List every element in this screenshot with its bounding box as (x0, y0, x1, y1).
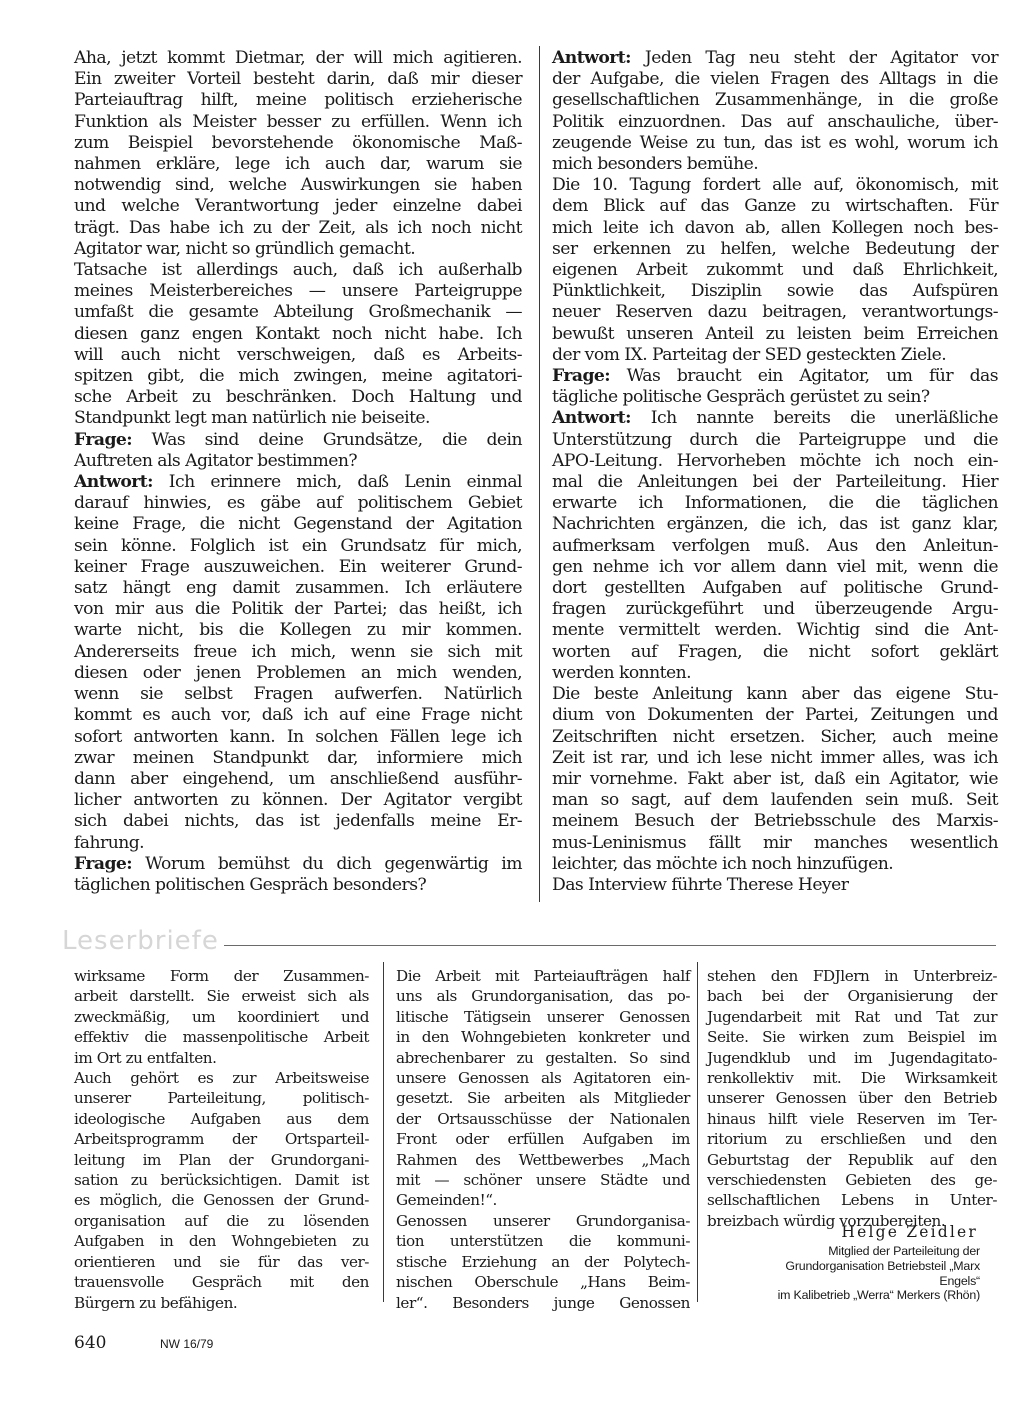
line-text: leichter, das möchte ich noch hinzufügen. (552, 853, 894, 874)
line-text: Genossen unserer Grundorganisa- (396, 1211, 690, 1230)
text-line (396, 1231, 690, 1251)
text-line (396, 1252, 690, 1272)
text-line (74, 493, 522, 514)
line-text: dort gestellten Aufgaben auf politische Grund- (552, 578, 998, 599)
text-line (707, 1109, 997, 1129)
text-line (74, 281, 522, 302)
text-line (74, 472, 522, 493)
line-text: renkollektiv mit. Die Wirksamkeit (707, 1069, 997, 1088)
line-text: Jeden Tag neu steht der Agitator vor (630, 48, 998, 68)
text-line (74, 1190, 369, 1210)
line-text: umfaßt die gesamte Abteilung Großmechanik — (74, 302, 522, 323)
text-line (74, 986, 369, 1006)
text-line (74, 366, 522, 387)
signature-role-line: im Kalibetrieb „Werra“ Merkers (Rhön) (777, 1288, 980, 1303)
line-text: notwendig sind, welche Auswirkungen sie haben (74, 175, 522, 196)
line-text: unserer Genossen über den Betrieb (707, 1089, 997, 1108)
text-line (74, 302, 522, 323)
text-line (396, 986, 690, 1006)
text-line (707, 1068, 997, 1088)
text-line (74, 1252, 369, 1272)
letter-column-right (707, 966, 997, 1231)
line-text: der Ortsausschüsse der Nationalen (396, 1109, 690, 1128)
text-line (74, 1150, 369, 1170)
text-line (74, 663, 522, 684)
text-line (74, 578, 522, 599)
line-text: warte nicht, bis die Kollegen zu mir kommen. (74, 620, 522, 641)
line-text: verschiedensten Gebieten des ge- (707, 1171, 997, 1190)
speaker-label: Antwort: (552, 48, 631, 68)
text-line (74, 260, 522, 281)
line-text: orientieren und sie für das ver- (74, 1252, 369, 1271)
text-line (552, 430, 998, 451)
line-text: wenn sie selbst Fragen aufwerfen. Natürlich (74, 684, 522, 705)
line-text: trägt. Das habe ich zu der Zeit, als ich noch nicht (74, 217, 522, 238)
text-line (74, 684, 522, 705)
text-line (707, 1027, 997, 1047)
line-text: Auch gehört es zur Arbeitsweise (74, 1069, 369, 1088)
line-text: und welche Verantwortung jeder einzelne dabei (74, 196, 522, 217)
text-line (74, 875, 522, 896)
signature-role-line: Mitglied der Parteileitung der (828, 1244, 980, 1258)
text-line (74, 69, 522, 90)
signature-role-line: Grundorganisation Betriebsteil „Marx (785, 1258, 980, 1273)
line-text: man so sagt, auf dem laufenden sein muß. Seit (552, 790, 998, 811)
text-line (552, 133, 998, 154)
line-text: Unterstützung durch die Parteigruppe und die (552, 429, 998, 450)
line-text: neuer Reserven dazu beitragen, verantwortungs- (552, 302, 998, 323)
text-line (74, 1170, 369, 1190)
line-text: mich leite ich davon ab, allen Kollegen noch bes- (552, 217, 998, 238)
text-line (74, 133, 522, 154)
speaker-label: Frage: (74, 853, 133, 874)
line-text: Standpunkt legt man natürlich nie beiseite. (74, 408, 430, 429)
text-line (552, 705, 998, 726)
text-line (396, 1088, 690, 1108)
line-text: meines Meisterbereiches — unsere Parteigruppe (74, 281, 522, 302)
text-line (74, 642, 522, 663)
text-line (74, 1109, 369, 1129)
text-line (552, 366, 998, 387)
line-text: sche Arbeit zu beschränken. Doch Haltung und (74, 387, 522, 408)
text-line (552, 536, 998, 557)
line-text: satz hängt eng damit zusammen. Ich erläutere (74, 578, 522, 599)
text-line (552, 345, 998, 366)
line-text: APO-Leitung. Hervorheben möchte ich noch ein- (552, 450, 998, 471)
line-text: worten auf Fragen, die nicht sofort geklärt (552, 641, 998, 662)
text-line (552, 748, 998, 769)
text-line (552, 663, 998, 684)
line-text: zweckmäßig, um koordiniert und (74, 1007, 369, 1026)
text-line (74, 1048, 369, 1068)
line-text: diesen ganz engen Kontakt noch nicht habe. Ich (74, 323, 522, 344)
line-text: will auch nicht verschweigen, daß es Arbeits- (74, 344, 522, 365)
text-line (552, 302, 998, 323)
line-text: Aha, jetzt kommt Dietmar, der will mich agitieren. (74, 48, 522, 68)
text-line (396, 1068, 690, 1088)
text-line (74, 324, 522, 345)
text-line (552, 472, 998, 493)
text-line (74, 196, 522, 217)
column-divider-lower-2 (697, 962, 698, 1302)
letter-column-left (74, 966, 369, 1313)
text-line (74, 1211, 369, 1231)
line-text: litische Tätigsein unserer Genossen (396, 1007, 690, 1026)
line-text: zeugende Weise zu tun, das ist es wohl, worum ich (552, 132, 998, 153)
text-line (74, 811, 522, 832)
line-text: Nachrichten ergänzen, die ich, das ist ganz klar, (552, 514, 998, 535)
line-text: Worum bemühst du dich gegenwärtig im (132, 853, 522, 874)
line-text: fragen zurückgeführt und überzeugende Argu- (552, 599, 998, 620)
line-text: Auftreten als Agitator bestimmen? (74, 450, 358, 471)
text-line (552, 112, 998, 133)
ghost-heading: Leserbriefe (62, 926, 219, 956)
line-text: Was braucht ein Agitator, um für das (610, 366, 998, 387)
text-line (552, 790, 998, 811)
text-line (74, 175, 522, 196)
signature-role-line: Engels“ (939, 1273, 980, 1288)
text-line (74, 239, 522, 260)
line-text: nahmen erkläre, lege ich auch dar, warum sie (74, 154, 522, 175)
signature-name: Helge Zeidler (841, 1223, 978, 1241)
text-line (396, 1007, 690, 1027)
text-line (74, 1129, 369, 1149)
line-text: ler“. Besonders junge Genossen (396, 1293, 690, 1312)
line-text: ritorium zu erschließen und den (707, 1130, 997, 1149)
text-line (552, 387, 998, 408)
text-line (552, 408, 998, 429)
signature-role (778, 1244, 980, 1303)
text-line (552, 218, 998, 239)
line-text: Jugendklub und im Jugendagitato- (707, 1048, 997, 1067)
line-text: im Ort zu entfalten. (74, 1048, 217, 1067)
line-text: Die 10. Tagung fordert alle auf, ökonomisch, mit (552, 175, 998, 196)
line-text: Gemeinden!“. (396, 1191, 497, 1210)
line-text: Zeit ist rar, und ich lese nicht immer alles, was ich (552, 747, 998, 768)
line-text: bewußt unseren Anteil zu leisten beim Erreichen (552, 323, 998, 344)
line-text: in den Wohngebieten konkreter und (396, 1028, 690, 1047)
line-text: zwar meinen Standpunkt dar, informiere mich (74, 747, 522, 768)
line-text: Rahmen des Wettbewerbes „Mach (396, 1150, 690, 1169)
line-text: tägliche politische Gespräch gerüstet zu sein? (552, 387, 930, 408)
text-line (552, 493, 998, 514)
line-text: unserer Parteileitung, politisch- (74, 1089, 369, 1108)
line-text: keiner Frage auszuweichen. Ein weiterer Grund- (74, 556, 522, 577)
line-text: aufmerksam verfolgen muß. Aus den Anleitun- (552, 535, 998, 556)
line-text: darauf hinwies, es gäbe auf politischem Gebiet (74, 493, 522, 514)
text-line (74, 112, 522, 133)
line-text: sofort antworten kann. In solchen Fällen lege ich (74, 726, 522, 747)
text-line (74, 536, 522, 557)
text-line (707, 1170, 997, 1190)
line-text: abrechenbarer zu gestalten. So sind (396, 1048, 690, 1067)
line-text: sation zu berücksichtigen. Damit ist (74, 1171, 369, 1190)
speaker-label: Frage: (74, 429, 133, 450)
text-line (74, 48, 522, 69)
text-line (707, 1007, 997, 1027)
line-text: effektiv die massenpolitische Arbeit (74, 1028, 369, 1047)
text-line (552, 69, 998, 90)
line-text: tion unterstützen die kommuni- (396, 1232, 690, 1251)
line-text: Pünktlichkeit, Disziplin sowie das Aufspüren (552, 281, 998, 302)
text-line (74, 790, 522, 811)
line-text: hinaus hilft viele Reserven im Ter- (707, 1109, 997, 1128)
text-line (74, 620, 522, 641)
line-text: Funktion als Meister besser zu erfüllen. Wenn ich (74, 111, 522, 132)
line-text: sich dabei nichts, das ist jedenfalls meine Er- (74, 811, 522, 832)
text-line (74, 1007, 369, 1027)
text-line (552, 578, 998, 599)
text-line (74, 1068, 369, 1088)
line-text: nischen Oberschule „Hans Beim- (396, 1273, 690, 1292)
text-line (707, 1048, 997, 1068)
line-text: dem Blick auf das Ganze zu wirtschaften. Für (552, 196, 998, 217)
text-line (707, 1190, 997, 1210)
text-line (74, 557, 522, 578)
text-line (396, 1211, 690, 1231)
text-line (74, 1027, 369, 1047)
section-divider (224, 945, 996, 946)
text-line (552, 90, 998, 111)
text-line (552, 281, 998, 302)
line-text: Das Interview führte Therese Heyer (552, 874, 849, 895)
speaker-label: Frage: (552, 366, 611, 387)
text-line (552, 451, 998, 472)
line-text: eigenen Arbeit zukommt und daß Ehrlichkeit, (552, 260, 998, 281)
line-text: dann aber eingehend, um anschließend ausführ- (74, 768, 522, 789)
text-line (74, 514, 522, 535)
text-line (707, 1088, 997, 1108)
text-line (552, 620, 998, 641)
line-text: zum Beispiel bevorstehende ökonomische Maß- (74, 132, 522, 153)
line-text: keine Frage, die nicht Gegenstand der Agitation (74, 514, 522, 535)
line-text: erwarte ich Informationen, die die täglichen (552, 493, 998, 514)
text-line (552, 239, 998, 260)
line-text: mus-Leninismus fällt mir manches wesentlich (552, 832, 998, 853)
line-text: Aufgaben in den Wohngebieten zu (74, 1232, 369, 1251)
line-text: Ich erinnere mich, daß Lenin einmal (152, 472, 522, 493)
line-text: Arbeitsprogramm der Ortsparteil- (74, 1130, 369, 1149)
text-line (552, 48, 998, 69)
line-text: meinem Besuch der Betriebsschule des Marxis- (552, 811, 998, 832)
line-text: fahrung. (74, 832, 145, 853)
line-text: Parteiauftrag hilft, meine politisch erzieherische (74, 90, 522, 111)
text-line (552, 175, 998, 196)
line-text: sein könne. Folglich ist ein Grundsatz für mich, (74, 535, 522, 556)
line-text: Bürgern zu befähigen. (74, 1293, 238, 1312)
text-line (396, 1048, 690, 1068)
line-text: von mir aus die Politik der Partei; das heißt, ich (74, 599, 522, 620)
text-line (552, 557, 998, 578)
line-text: Seite. Sie wirken zum Beispiel im (707, 1028, 997, 1047)
text-line (74, 90, 522, 111)
issue-label: NW 16/79 (160, 1337, 214, 1351)
line-text: stehen den FDJlern in Unterbreiz- (707, 967, 997, 985)
text-line (74, 387, 522, 408)
line-text: gesetzt. Sie arbeiten als Mitglieder (396, 1089, 690, 1108)
line-text: sellschaftlichen Lebens in Unter- (707, 1191, 997, 1210)
column-divider-lower-1 (383, 962, 384, 1302)
line-text: ser erkennen zu helfen, welche Bedeutung der (552, 238, 998, 259)
line-text: mit — schöner unsere Städte und (396, 1171, 690, 1190)
text-line (707, 966, 997, 986)
text-line (74, 705, 522, 726)
text-line (74, 430, 522, 451)
text-line (552, 854, 998, 875)
text-line (396, 1190, 690, 1210)
line-text: Geburtstag der Republik auf den (707, 1150, 997, 1169)
line-text: uns als Grundorganisation, das po- (396, 987, 690, 1006)
text-line (707, 986, 997, 1006)
text-line (552, 154, 998, 175)
line-text: licher antworten zu können. Der Agitator vergibt (74, 790, 522, 811)
page-number: 640 (74, 1333, 107, 1353)
line-text: der Aufgabe, die vielen Fragen des Alltags in die (552, 69, 998, 90)
text-line (396, 1170, 690, 1190)
text-line (552, 260, 998, 281)
line-text: Die Arbeit mit Parteiaufträgen half (396, 967, 690, 985)
text-line (396, 1027, 690, 1047)
text-line (74, 218, 522, 239)
text-line (552, 599, 998, 620)
line-text: dium von Dokumenten der Partei, Zeitungen und (552, 705, 998, 726)
text-line (74, 1231, 369, 1251)
text-line (74, 748, 522, 769)
line-text: mir vornehme. Fakt aber ist, daß ein Agitator, wie (552, 768, 998, 789)
text-line (707, 1129, 997, 1149)
line-text: spitzen gibt, die mich zwingen, meine agitatori- (74, 366, 522, 387)
line-text: gen nehme ich vor allem dann viel mit, wenn die (552, 556, 998, 577)
column-divider-upper (539, 46, 540, 902)
text-line (74, 966, 369, 986)
line-text: Jugendarbeit mit Rat und Tat zur (707, 1007, 997, 1026)
line-text: Was sind deine Grundsätze, die dein (132, 429, 522, 450)
letter-column-middle (396, 966, 690, 1313)
line-text: organisation auf die zu lösenden (74, 1211, 369, 1230)
text-line (552, 684, 998, 705)
line-text: Politik einzuordnen. Das auf anschauliche, über- (552, 111, 998, 132)
line-text: unsere Genossen als Agitatoren ein- (396, 1069, 690, 1088)
line-text: trauensvolle Gespräch mit den (74, 1273, 369, 1292)
line-text: Tatsache ist allerdings auch, daß ich außerhalb (74, 260, 522, 281)
interview-column-right (552, 48, 998, 896)
text-line (74, 833, 522, 854)
text-line (74, 154, 522, 175)
line-text: wirksame Form der Zusammen- (74, 967, 369, 985)
text-line (74, 769, 522, 790)
text-line (396, 1109, 690, 1129)
text-line (552, 324, 998, 345)
text-line (396, 1272, 690, 1292)
text-line (552, 875, 998, 896)
line-text: Ein zweiter Vorteil besteht darin, daß mir dieser (74, 69, 522, 90)
line-text: Ich nannte bereits die unerläßliche (630, 408, 998, 429)
text-line (74, 1293, 369, 1313)
line-text: Agitator war, nicht so gründlich gemacht. (74, 238, 416, 259)
text-line (74, 451, 522, 472)
line-text: werden konnten. (552, 662, 692, 683)
line-text: breizbach würdig vorzubereiten. (707, 1211, 946, 1230)
text-line (396, 1293, 690, 1313)
text-line (552, 833, 998, 854)
text-line (396, 966, 690, 986)
speaker-label: Antwort: (552, 408, 631, 429)
text-line (74, 408, 522, 429)
speaker-label: Antwort: (74, 472, 153, 493)
line-text: der vom IX. Parteitag der SED gesteckten Ziele. (552, 344, 947, 365)
text-line (74, 727, 522, 748)
line-text: ideologische Aufgaben aus dem (74, 1109, 369, 1128)
text-line (74, 854, 522, 875)
text-line (552, 727, 998, 748)
line-text: gesellschaftlichen Zusammenhänge, in die große (552, 90, 998, 111)
text-line (74, 1272, 369, 1292)
text-line (74, 599, 522, 620)
line-text: Die beste Anleitung kann aber das eigene Stu- (552, 684, 998, 705)
text-line (552, 196, 998, 217)
line-text: kommt es auch vor, daß ich auf eine Frage nicht (74, 705, 522, 726)
line-text: Andererseits freue ich mich, wenn sie sich mit (74, 641, 522, 662)
interview-column-left (74, 48, 522, 896)
line-text: mich besonders bemühe. (552, 154, 759, 175)
line-text: täglichen politischen Gespräch besonders? (74, 874, 427, 895)
line-text: Front oder erfüllen Aufgaben im (396, 1130, 690, 1149)
text-line (74, 1088, 369, 1108)
line-text: diesen oder jenen Problemen an mich wenden, (74, 662, 522, 683)
text-line (552, 642, 998, 663)
line-text: Zeitschriften nicht ersetzen. Sicher, auch meine (552, 726, 998, 747)
text-line (74, 345, 522, 366)
text-line (396, 1129, 690, 1149)
text-line (552, 769, 998, 790)
text-line (396, 1150, 690, 1170)
line-text: bach bei der Organisierung der (707, 987, 997, 1006)
line-text: mal die Anleitungen bei der Parteileitung. Hier (552, 472, 998, 493)
text-line (552, 811, 998, 832)
text-line (707, 1150, 997, 1170)
line-text: stische Erziehung an der Polytech- (396, 1252, 690, 1271)
text-line (552, 514, 998, 535)
line-text: es möglich, die Genossen der Grund- (74, 1191, 369, 1210)
line-text: leitung im Plan der Grundorgani- (74, 1150, 369, 1169)
line-text: mente vermittelt werden. Wichtig sind die Ant- (552, 620, 998, 641)
line-text: arbeit darstellt. Sie erweist sich als (74, 987, 369, 1006)
